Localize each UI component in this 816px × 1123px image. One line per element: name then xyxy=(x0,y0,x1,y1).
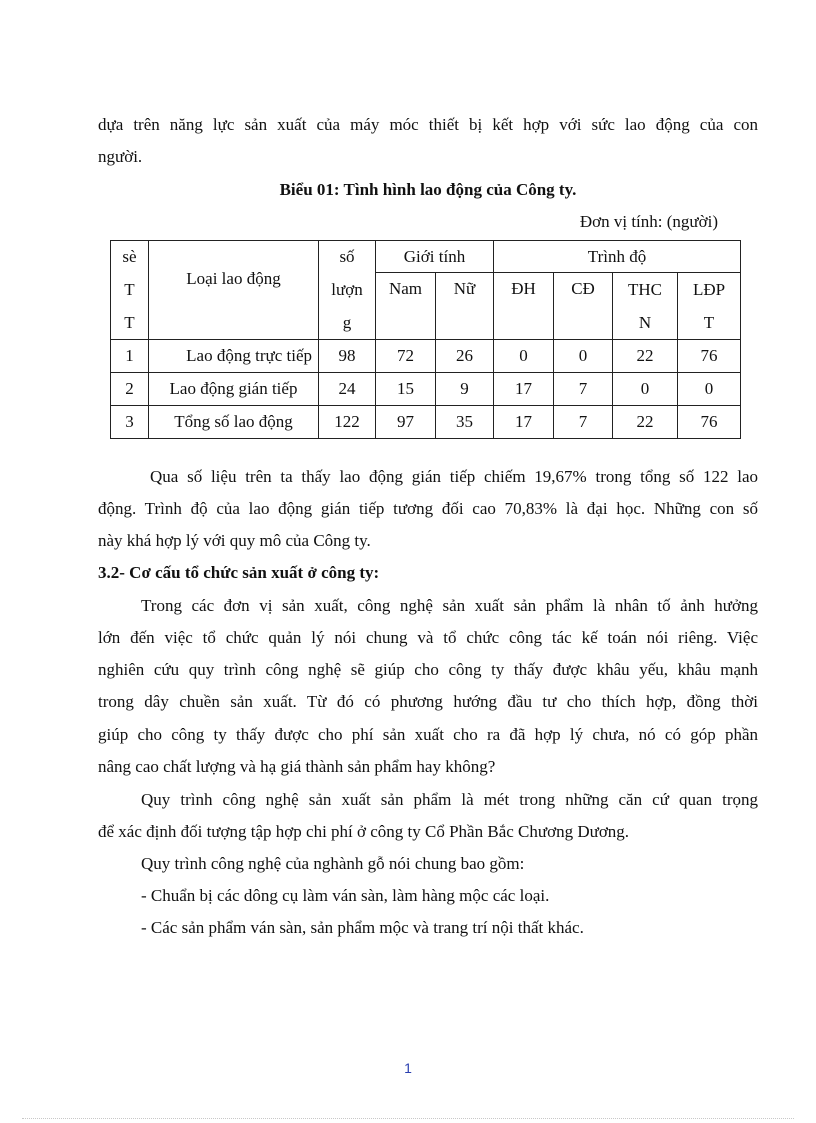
table-row xyxy=(111,406,741,439)
para1-line-1: Trong các đơn vị sản xuất, công nghệ sản xuất sản phẩm là nhân tố ảnh hưởng xyxy=(141,596,758,615)
thcn-cell: 0 xyxy=(613,373,678,406)
female-cell: 26 xyxy=(436,340,494,373)
thcn-header: THC N xyxy=(613,273,678,340)
labor-table xyxy=(110,240,741,439)
stt-cell: 1 xyxy=(111,340,149,373)
analysis-line-2: động. Trình độ của lao động gián tiếp tương đối cao 70,83% là đại học. Những con số xyxy=(98,499,758,518)
male-cell: 72 xyxy=(376,340,436,373)
para1-line-6: nâng cao chất lượng và hạ giá thành sản phẩm hay không? xyxy=(98,757,496,776)
male-cell: 15 xyxy=(376,373,436,406)
dh-cell: 17 xyxy=(494,373,554,406)
male-header: Nam xyxy=(376,273,436,340)
bullet-item-1: - Chuẩn bị các dông cụ làm ván sàn, làm hàng mộc các loại. xyxy=(141,886,550,905)
dh-cell: 17 xyxy=(494,406,554,439)
female-cell: 9 xyxy=(436,373,494,406)
para1-line-3: nghiên cứu quy trình công nghệ sẽ giúp cho công ty thấy được khâu yếu, khâu mạnh xyxy=(98,660,758,679)
qty-header: số lượn g xyxy=(319,241,376,340)
thcn-cell: 22 xyxy=(613,340,678,373)
female-header: Nữ xyxy=(436,273,494,340)
qty-cell: 24 xyxy=(319,373,376,406)
intro-line-1: dựa trên năng lực sản xuất của máy móc thiết bị kết hợp với sức lao động của con xyxy=(98,115,758,134)
para1-line-2: lớn đến việc tổ chức quản lý nói chung và tổ chức công tác kế toán nói riêng. Việc xyxy=(98,628,758,647)
thcn-cell: 22 xyxy=(613,406,678,439)
ldpt-cell: 76 xyxy=(678,406,741,439)
type-cell: Lao động trực tiếp xyxy=(149,340,319,373)
ldpt-header: LĐP T xyxy=(678,273,741,340)
dh-cell: 0 xyxy=(494,340,554,373)
analysis-line-3: này khá hợp lý với quy mô của Công ty. xyxy=(98,531,371,550)
male-cell: 97 xyxy=(376,406,436,439)
qty-cell: 122 xyxy=(319,406,376,439)
qty-cell: 98 xyxy=(319,340,376,373)
ldpt-cell: 76 xyxy=(678,340,741,373)
cd-cell: 0 xyxy=(554,340,613,373)
level-header: Trình độ xyxy=(494,241,741,273)
cd-header: CĐ xyxy=(554,273,613,340)
female-cell: 35 xyxy=(436,406,494,439)
para2-line-2: để xác định đối tượng tập hợp chi phí ở công ty Cổ Phần Bắc Chương Dương. xyxy=(98,822,630,841)
dh-header: ĐH xyxy=(494,273,554,340)
gender-header: Giới tính xyxy=(376,241,494,273)
para1-line-4: trong dây chuền sản xuất. Từ đó có phương hướng đầu tư cho thích hợp, đồng thời xyxy=(98,692,758,711)
stt-cell: 3 xyxy=(111,406,149,439)
cd-cell: 7 xyxy=(554,373,613,406)
stt-cell: 2 xyxy=(111,373,149,406)
section-heading: 3.2- Cơ cấu tổ chức sản xuất ở công ty: xyxy=(98,563,380,582)
page-bottom-divider xyxy=(22,1118,794,1119)
para3: Quy trình công nghệ của nghành gỗ nói chung bao gồm: xyxy=(141,854,525,873)
ldpt-cell: 0 xyxy=(678,373,741,406)
table-row xyxy=(111,340,741,373)
cd-cell: 7 xyxy=(554,406,613,439)
stt-header: sè T T xyxy=(111,241,149,340)
bullet-item-2: - Các sản phẩm ván sàn, sản phẩm mộc và trang trí nội thất khác. xyxy=(141,918,584,937)
table-row xyxy=(111,373,741,406)
type-cell: Lao động gián tiếp xyxy=(149,373,319,406)
unit-label: Đơn vị tính: (người) xyxy=(579,212,718,231)
analysis-line-1: Qua số liệu trên ta thấy lao động gián tiếp chiếm 19,67% trong tổng số 122 lao xyxy=(150,467,758,486)
para1-line-5: giúp cho công ty thấy được cho phí sản xuất cho ra đã hợp lý chưa, nó có góp phần xyxy=(98,725,758,744)
table-title: Biểu 01: Tình hình lao động của Công ty. xyxy=(279,180,577,199)
intro-line-2: người. xyxy=(98,147,143,166)
type-cell: Tổng số lao động xyxy=(149,406,319,439)
type-header: Loại lao động xyxy=(149,241,319,340)
table-header-row-1 xyxy=(111,241,741,273)
para2-line-1: Quy trình công nghệ sản xuất sản phẩm là mét trong những căn cứ quan trọng xyxy=(141,790,758,809)
page-number: 1 xyxy=(404,1060,412,1076)
